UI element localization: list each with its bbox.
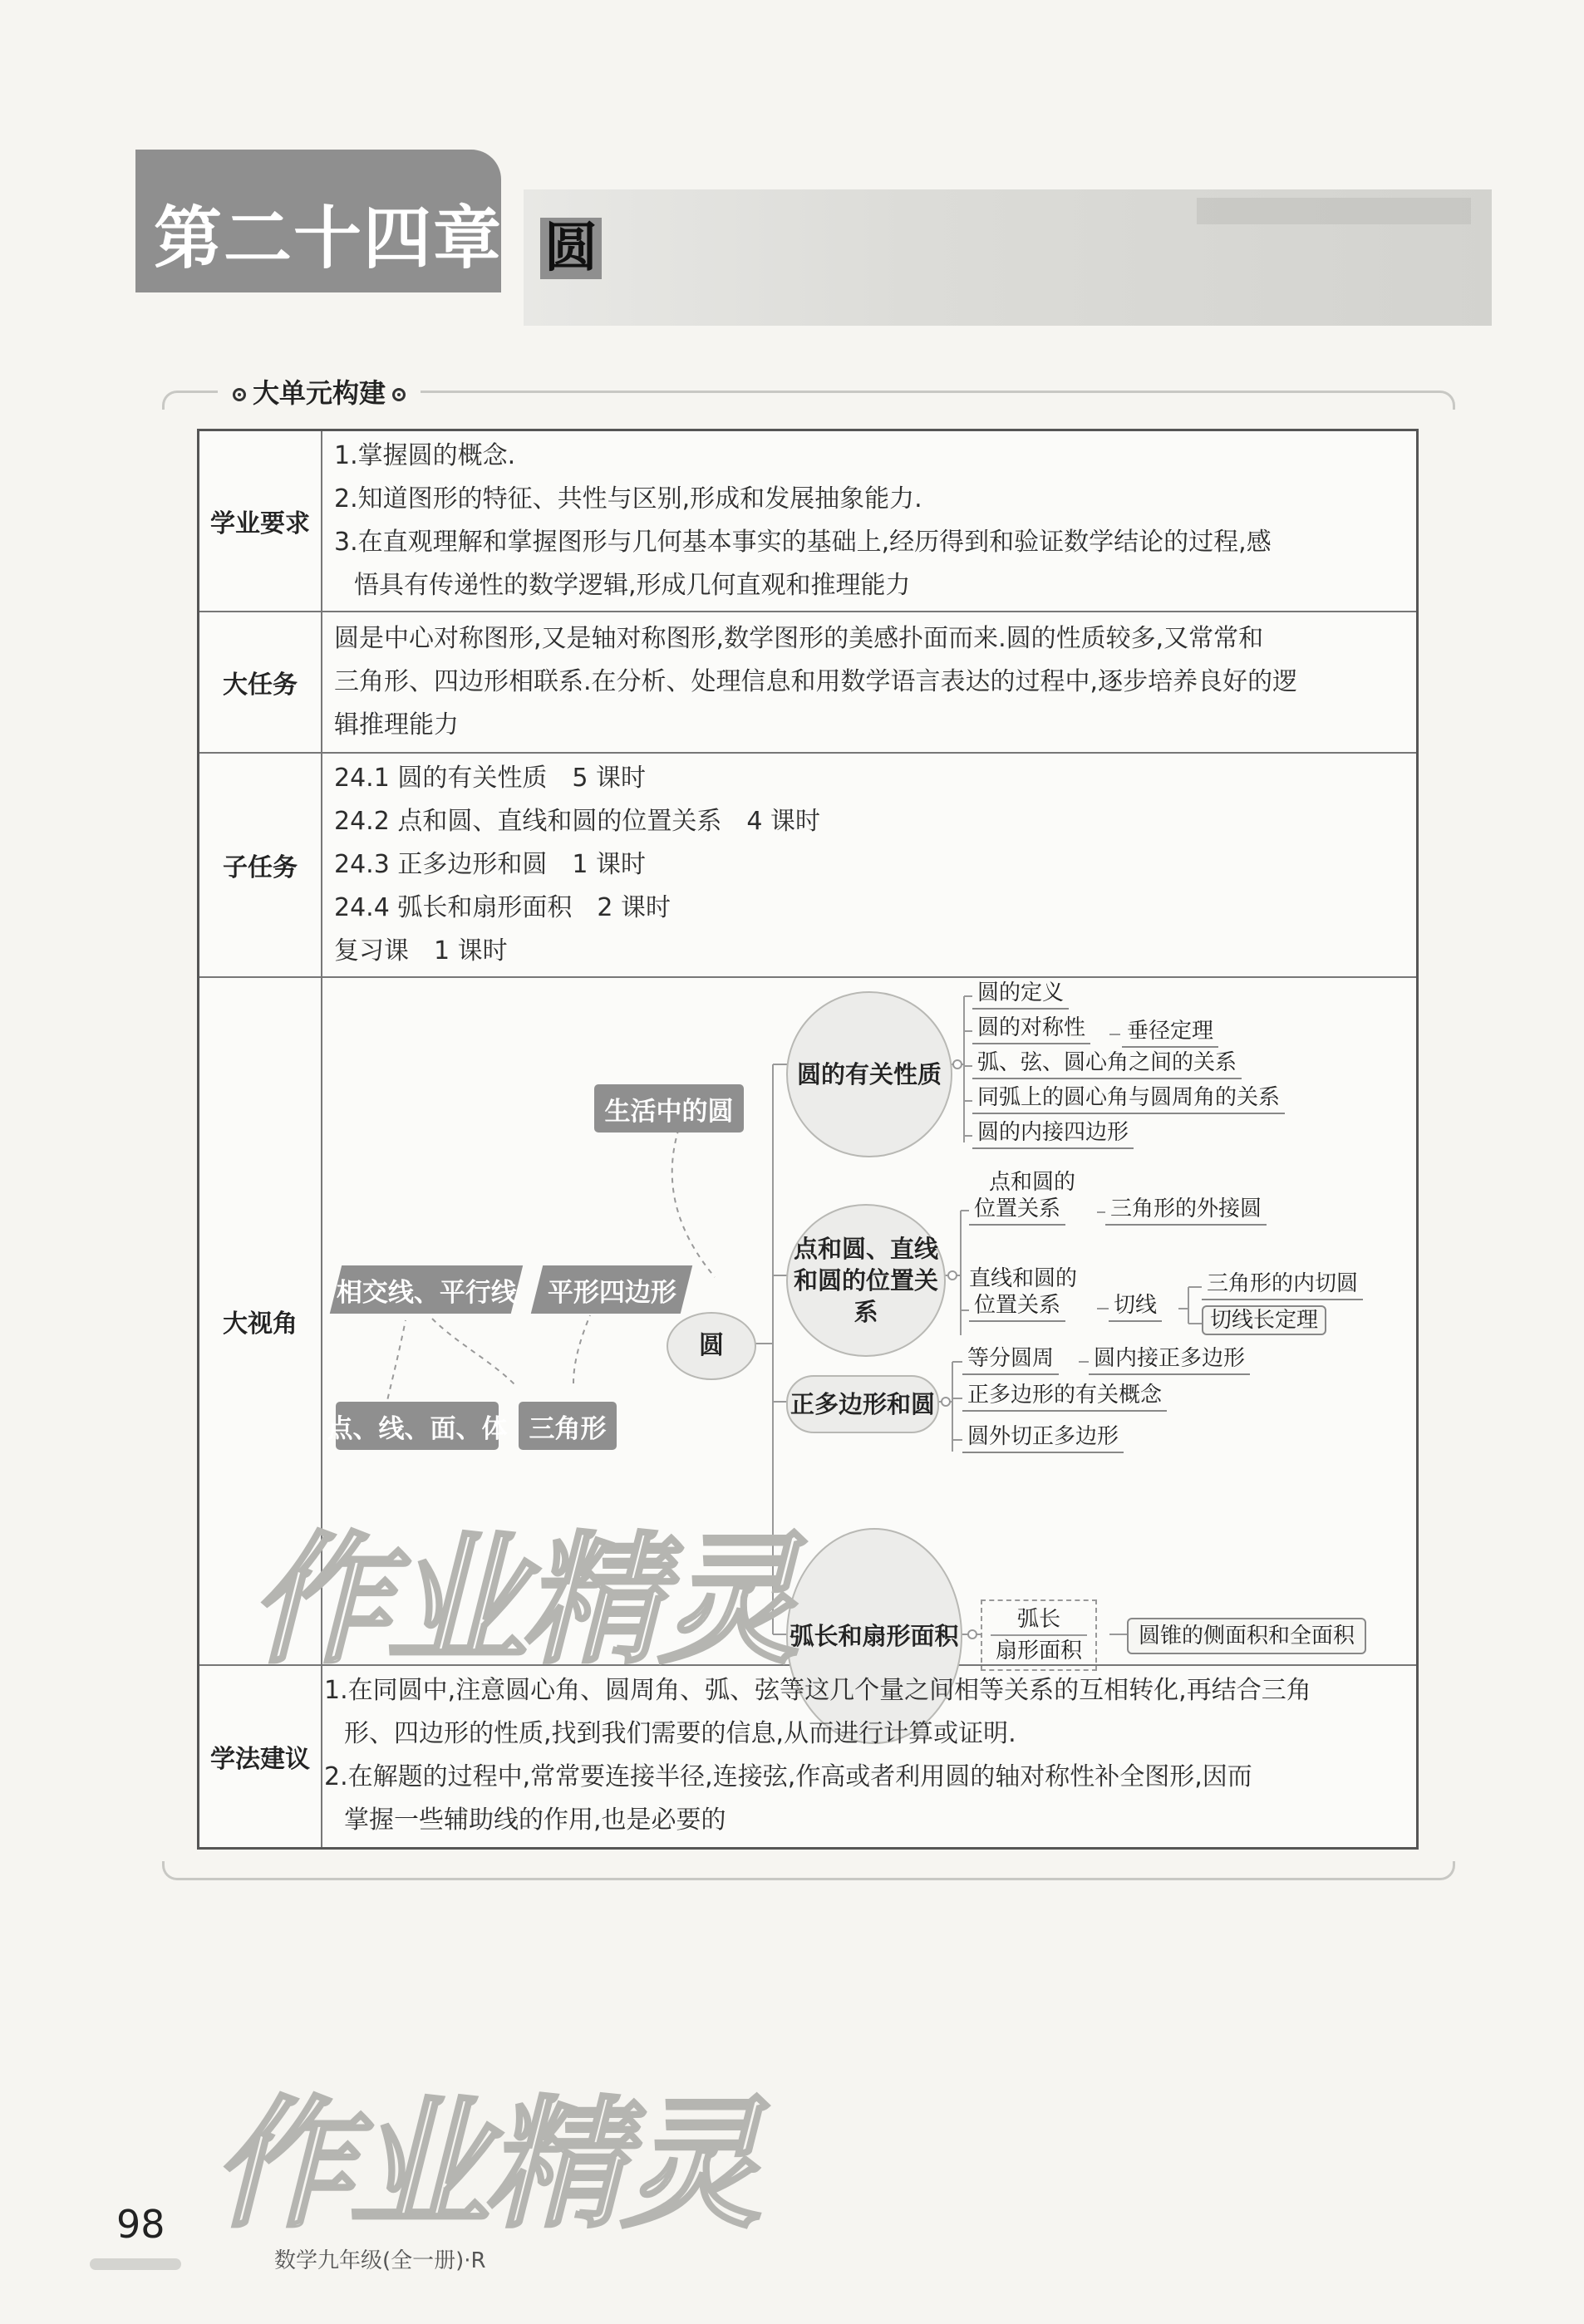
connector-dot — [952, 1059, 962, 1069]
connector-dot — [947, 1270, 957, 1280]
unit-table — [197, 429, 1419, 1850]
row-head: 大任务 — [199, 612, 322, 752]
row-line: 三角形、四边形相联系.在分析、处理信息和用数学语言表达的过程中,逐步培养良好的逻 — [334, 667, 1298, 696]
branch-position-line1: 点和圆、直线 — [793, 1235, 938, 1263]
row-line: 掌握一些辅助线的作用,也是必要的 — [344, 1806, 726, 1835]
leaf-point-circle-line2: 位置关系 — [969, 1196, 1065, 1226]
connector-dot — [941, 1397, 951, 1407]
row-body — [334, 754, 1404, 980]
leaf-arc-chord-angle: 弧、弦、圆心角之间的关系 — [972, 1049, 1242, 1079]
row-line: 复习课 1 课时 — [334, 936, 508, 965]
tag-point-line-plane: 点、线、面、体 — [336, 1402, 499, 1450]
leaf-cone-area: 圆锥的侧面积和全面积 — [1127, 1618, 1366, 1654]
leaf-line-circle-line1: 直线和圆的 — [969, 1266, 1078, 1291]
row-body — [324, 1666, 1404, 1850]
branch-position-line2: 和圆的位置关系 — [793, 1266, 938, 1326]
leaf-polygon-concepts: 正多边形的有关概念 — [962, 1382, 1167, 1412]
branch-position-label — [788, 1233, 944, 1328]
tag-parallelogram — [531, 1265, 692, 1314]
table-row-subtasks — [199, 754, 1416, 978]
table-row-main-task — [199, 612, 1416, 754]
tag-intersect-parallel-label: 相交线、平行线 — [336, 1277, 517, 1308]
footer-label: 数学九年级(全一册)·R — [274, 2248, 486, 2273]
section-title-text: 大单元构建 — [253, 377, 386, 409]
leaf-arc-length: 弧长 — [1016, 1607, 1060, 1632]
row-line: 1.在同圆中,注意圆心角、圆周角、弧、弦等这几个量之间相等关系的互相转化,再结合三角 — [324, 1676, 1311, 1705]
leaf-inscribed-polygon: 圆内接正多边形 — [1089, 1345, 1250, 1375]
row-line: 24.2 点和圆、直线和圆的位置关系 4 课时 — [334, 807, 820, 836]
leaf-arc-sector-group — [981, 1599, 1097, 1671]
row-body — [334, 612, 1404, 757]
row-head: 学法建议 — [199, 1666, 322, 1847]
leaf-central-inscribed-angle: 同弧上的圆心角与圆周角的关系 — [972, 1084, 1285, 1114]
branch-circle-properties: 圆的有关性质 — [786, 991, 952, 1157]
topic-badge: 圆 — [540, 218, 602, 279]
row-line: 24.3 正多边形和圆 1 课时 — [334, 850, 646, 879]
leaf-circumscribed-polygon: 圆外切正多边形 — [962, 1423, 1124, 1453]
leaf-line-circle-line2: 位置关系 — [969, 1292, 1065, 1322]
row-line: 形、四边形的性质,找到我们需要的信息,从而进行计算或证明. — [344, 1719, 1016, 1748]
row-line: 辑推理能力 — [334, 710, 459, 739]
branch-circle-position — [786, 1204, 946, 1357]
branch-circle-polygon: 正多边形和圆 — [786, 1375, 939, 1433]
leaf-circle-symmetry: 圆的对称性 — [972, 1015, 1090, 1044]
header-strip-decoration — [1197, 198, 1471, 224]
tag-parallelogram-label: 平形四边形 — [547, 1277, 676, 1308]
leaf-perpendicular-diameter: 垂径定理 — [1122, 1018, 1218, 1048]
section-title — [218, 372, 421, 410]
leaf-divide-circle: 等分圆周 — [962, 1345, 1059, 1375]
chapter-title: 第二十四章 — [154, 199, 504, 278]
section-frame-bottom — [162, 1861, 1455, 1880]
leaf-sector-area: 扇形面积 — [991, 1634, 1087, 1666]
row-head: 子任务 — [199, 754, 322, 976]
row-head: 大视角 — [199, 978, 322, 1664]
row-line: 24.4 弧长和扇形面积 2 课时 — [334, 893, 671, 922]
table-row-academic — [199, 431, 1416, 612]
bullet-circle-icon — [392, 388, 406, 401]
watermark: 作业精灵 — [249, 1519, 795, 1683]
center-circle: 圆 — [667, 1312, 756, 1380]
row-line: 24.1 圆的有关性质 5 课时 — [334, 764, 646, 793]
row-body — [334, 431, 1404, 614]
leaf-cyclic-quadrilateral: 圆的内接四边形 — [972, 1119, 1134, 1149]
footer-bar — [90, 2258, 181, 2270]
leaf-tangent: 切线 — [1109, 1292, 1162, 1322]
leaf-circle-definition: 圆的定义 — [972, 980, 1069, 1010]
watermark-bottom: 作业精灵 — [212, 2083, 758, 2248]
row-line: 3.在直观理解和掌握图形与几何基本事实的基础上,经历得到和验证数学结论的过程,感 — [334, 528, 1272, 557]
table-row-study-tips — [199, 1666, 1416, 1847]
leaf-tangent-length: 切线长定理 — [1202, 1305, 1326, 1335]
leaf-point-circle-line1: 点和圆的 — [989, 1170, 1076, 1195]
tag-intersect-parallel — [330, 1265, 523, 1314]
row-line: 1.掌握圆的概念. — [334, 441, 516, 470]
leaf-incircle: 三角形的内切圆 — [1202, 1270, 1363, 1300]
row-line: 2.在解题的过程中,常常要连接半径,连接弦,作高或者利用圆的轴对称性补全图形,因而 — [324, 1762, 1252, 1791]
table-row-big-picture — [199, 978, 1416, 1683]
row-head: 学业要求 — [199, 431, 322, 611]
row-line: 悟具有传递性的数学逻辑,形成几何直观和推理能力 — [354, 571, 911, 600]
branch-circle-arc: 弧长和扇形面积 — [786, 1528, 962, 1744]
tag-triangle: 三角形 — [519, 1402, 617, 1450]
page-number: 98 — [116, 2202, 165, 2247]
bullet-circle-icon — [233, 388, 246, 401]
tag-life-circle: 生活中的圆 — [594, 1084, 744, 1133]
row-line: 圆是中心对称图形,又是轴对称图形,数学图形的美感扑面而来.圆的性质较多,又常常和 — [334, 624, 1264, 653]
connector-dot — [967, 1629, 977, 1639]
row-line: 2.知道图形的特征、共性与区别,形成和发展抽象能力. — [334, 484, 922, 513]
leaf-circumcircle: 三角形的外接圆 — [1105, 1196, 1267, 1226]
